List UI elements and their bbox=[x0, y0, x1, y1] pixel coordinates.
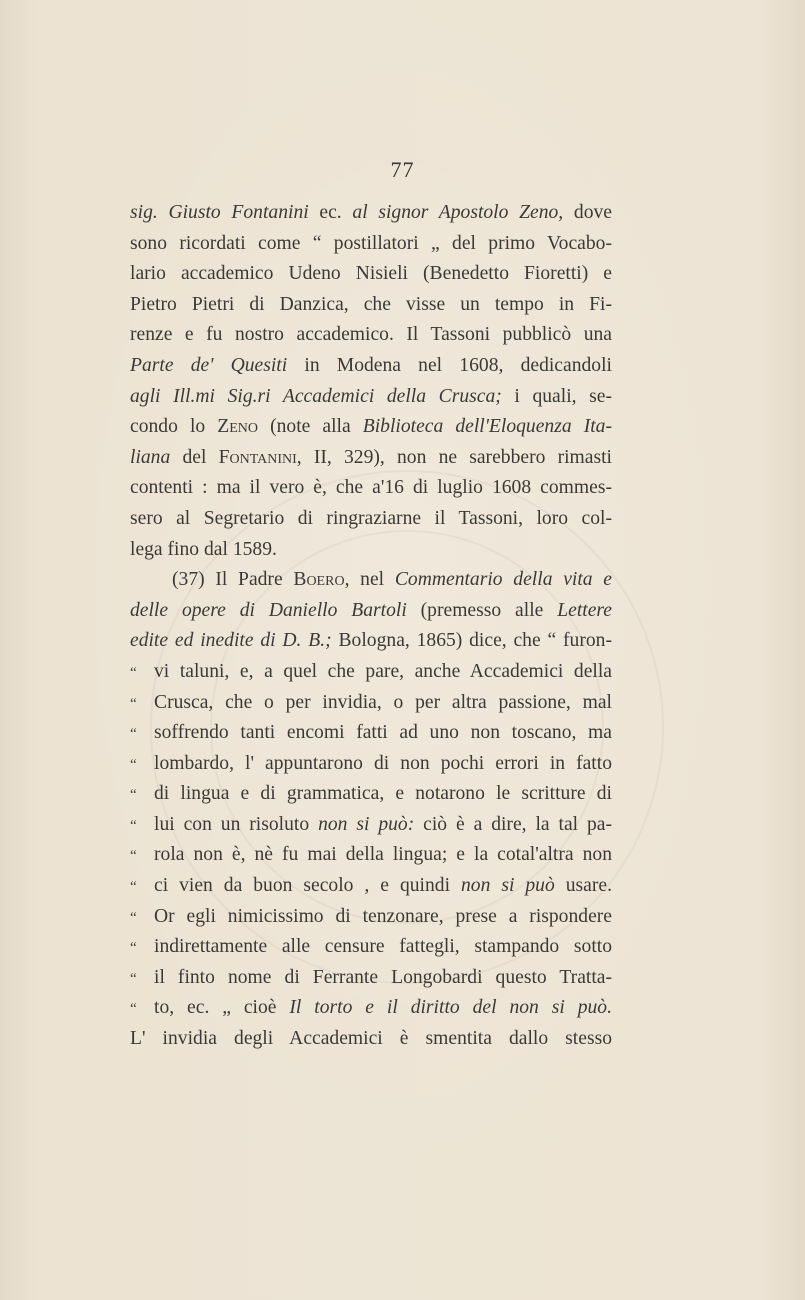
italic-text: liana bbox=[130, 446, 171, 468]
quoted-text-line bbox=[130, 871, 612, 902]
text-line bbox=[130, 443, 612, 474]
quotation-mark: “ bbox=[130, 1001, 137, 1018]
text-run: (premesso alle bbox=[406, 599, 558, 621]
quotation-mark: “ bbox=[130, 848, 137, 865]
text-run: , II, 329), non ne sarebbero rimasti bbox=[296, 446, 612, 468]
quoted-text bbox=[154, 993, 612, 1024]
text-run: Pietro Pietri di Danzica, che visse un tempo in Fi- bbox=[130, 293, 612, 315]
quoted-text-line bbox=[130, 718, 612, 749]
text-run: condo lo bbox=[130, 416, 218, 438]
italic-text: delle opere di Daniello Bartoli bbox=[130, 599, 407, 621]
quoted-text-line bbox=[130, 902, 612, 933]
text-run: i quali, se- bbox=[501, 385, 612, 407]
quotation-mark: “ bbox=[130, 664, 137, 681]
text-line bbox=[130, 473, 612, 504]
quotation-mark: “ bbox=[130, 970, 137, 987]
quoted-text bbox=[154, 810, 612, 841]
text-run: (37) Il Padre bbox=[172, 569, 294, 591]
text-line bbox=[130, 565, 612, 596]
quoted-text-line bbox=[130, 840, 612, 871]
quoted-text-line bbox=[130, 963, 612, 994]
quoted-text bbox=[154, 902, 612, 933]
text-run: sono ricordati come “ postillatori „ del primo Vocabo- bbox=[130, 232, 612, 254]
quoted-text-line bbox=[130, 657, 612, 688]
quoted-text bbox=[154, 932, 612, 963]
text-run: indirettamente alle censure fattegli, stampando sotto bbox=[154, 936, 612, 958]
text-run: Crusca, che o per invidia, o per altra passione, mal bbox=[154, 691, 612, 713]
text-run: sero al Segretario di ringraziarne il Tassoni, loro col- bbox=[130, 507, 612, 529]
text-run: usare. bbox=[554, 875, 612, 897]
quotation-mark: “ bbox=[130, 879, 137, 896]
text-run: , nel bbox=[344, 569, 395, 591]
italic-text: non si può bbox=[461, 875, 555, 897]
quotation-mark: “ bbox=[130, 695, 137, 712]
text-run: lega fino dal 1589. bbox=[130, 538, 277, 560]
text-line bbox=[130, 198, 612, 229]
quoted-text bbox=[154, 718, 612, 749]
small-caps-name: Boero bbox=[293, 569, 345, 591]
quotation-mark: “ bbox=[130, 787, 137, 804]
text-line bbox=[130, 626, 612, 657]
text-run: ec. bbox=[308, 202, 353, 223]
text-run: ciò è a dire, la tal pa- bbox=[414, 813, 612, 835]
page-text-body bbox=[130, 198, 612, 1055]
text-run: il finto nome di Ferrante Longobardi questo Tratta- bbox=[154, 966, 612, 988]
quotation-mark: “ bbox=[130, 940, 137, 957]
text-run: (note alla bbox=[258, 416, 363, 438]
quoted-text bbox=[154, 840, 612, 871]
quoted-text-line bbox=[130, 810, 612, 841]
text-run: soffrendo tanti encomi fatti ad uno non toscano, ma bbox=[154, 722, 612, 744]
italic-text: Biblioteca dell'Eloquenza Ita- bbox=[362, 416, 613, 438]
italic-text: agli Ill.mi Sig.ri Accademici della Crusca; bbox=[130, 385, 502, 407]
quoted-text-line bbox=[130, 993, 612, 1024]
small-caps-name: Fontanini bbox=[218, 446, 297, 468]
text-line bbox=[130, 504, 612, 535]
quoted-text-line bbox=[130, 749, 612, 780]
italic-text: sig. Giusto Fontanini bbox=[130, 202, 309, 223]
text-run: rola non è, nè fu mai della lingua; e la cotal'altra non bbox=[154, 844, 612, 866]
quotation-mark: “ bbox=[130, 817, 137, 834]
text-run: Bologna, 1865) dice, che “ furon- bbox=[331, 630, 612, 652]
text-run: di lingua e di grammatica, e notarono le scritture di bbox=[154, 783, 612, 805]
text-run: in Modena nel 1608, dedicandoli bbox=[287, 354, 612, 376]
text-line bbox=[130, 1024, 612, 1055]
quoted-text bbox=[154, 871, 612, 902]
quoted-text bbox=[154, 779, 612, 810]
quoted-text bbox=[154, 657, 612, 688]
quoted-text-line bbox=[130, 779, 612, 810]
text-run: ci vien da buon secolo , e quindi bbox=[154, 875, 461, 897]
small-caps-name: Zeno bbox=[217, 416, 259, 438]
text-run: renze e fu nostro accademico. Il Tassoni pubblicò una bbox=[130, 324, 612, 346]
italic-text: al signor Apostolo Zeno, bbox=[352, 202, 564, 223]
text-line bbox=[130, 259, 612, 290]
text-line bbox=[130, 290, 612, 321]
text-line bbox=[130, 351, 612, 382]
text-run: lombardo, l' appuntarono di non pochi errori in fatto bbox=[154, 752, 612, 774]
quoted-text bbox=[154, 749, 612, 780]
quoted-text-line bbox=[130, 932, 612, 963]
italic-text: Il torto e il diritto del non si può. bbox=[289, 997, 613, 1019]
text-run: to, ec. „ cioè bbox=[154, 997, 290, 1019]
quotation-mark: “ bbox=[130, 909, 137, 926]
text-line bbox=[130, 229, 612, 260]
italic-text: non si può: bbox=[318, 813, 415, 835]
page-number: 77 bbox=[390, 157, 415, 182]
italic-text: edite ed inedite di D. B.; bbox=[130, 630, 332, 652]
text-line bbox=[130, 382, 612, 413]
quotation-mark: “ bbox=[130, 726, 137, 743]
text-run: lario accademico Udeno Nisieli (Benedetto Fioretti) e bbox=[130, 263, 612, 285]
text-line bbox=[130, 535, 612, 566]
text-run: contenti : ma il vero è, che a'16 di luglio 1608 commes- bbox=[130, 477, 612, 499]
italic-text: Lettere bbox=[557, 599, 612, 621]
quotation-mark: “ bbox=[130, 756, 137, 773]
text-run: L' invidia degli Accademici è smentita dallo stesso bbox=[130, 1028, 612, 1050]
quoted-text bbox=[154, 963, 612, 994]
text-run: dove bbox=[563, 202, 612, 223]
text-run: Or egli nimicissimo di tenzonare, prese a rispondere bbox=[154, 905, 612, 927]
text-run: lui con un risoluto bbox=[154, 813, 319, 835]
quoted-text-line bbox=[130, 688, 612, 719]
italic-text: Commentario della vita e bbox=[394, 569, 612, 591]
text-line bbox=[130, 412, 612, 443]
text-run: vi taluni, e, a quel che pare, anche Accademici della bbox=[154, 660, 612, 682]
quoted-text bbox=[154, 688, 612, 719]
text-line bbox=[130, 596, 612, 627]
text-run: del bbox=[170, 446, 219, 468]
text-line bbox=[130, 320, 612, 351]
italic-text: Parte de' Quesiti bbox=[130, 354, 288, 376]
